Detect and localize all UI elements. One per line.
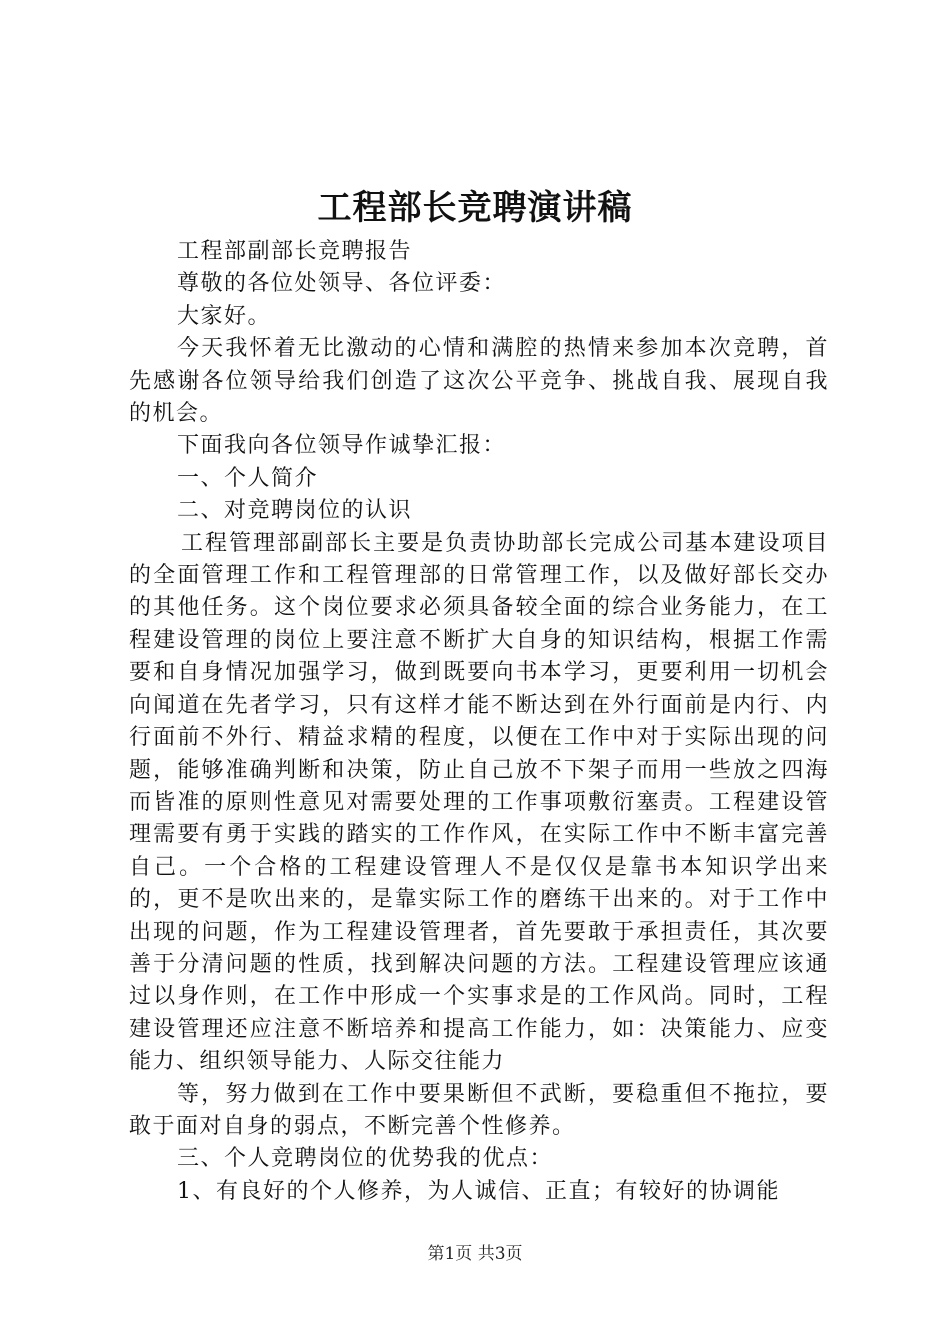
document-body (129, 236, 829, 1208)
paragraph-salutation: 尊敬的各位处领导、各位评委： (177, 271, 507, 297)
paragraph-report-intro: 下面我向各位领导作诚挚汇报： (177, 433, 507, 459)
paragraph-greeting: 大家好。 (177, 303, 272, 329)
paragraph-advantage-1: 1、有良好的个人修养，为人诚信、正直；有较好的协调能 (177, 1178, 780, 1204)
paragraph-position-description: 工程管理部副部长主要是负责协助部长完成公司基本建设项目的全面管理工作和工程管理部的日常管理工作，以及做好部长交办的其他任务。这个岗位要求必须具备较全面的综合业务能力，在工程建设管理的岗位上要注意不断扩大自身的知识结构，根据工作需要和自身情况加强学习，做到既要向书本学习，更要利用一切机会向闻道在先者学习，只有这样才能不断达到在外行面前是内行、内行面前不外行、精益求精的程度，以便在工作中对于实际出现的问题，能够准确判断和决策，防止自己放不下架子而用一些放之四海而皆准的原则性意见对需要处理的工作事项敷衍塞责。工程建设管理需要有勇于实践的踏实的工作作风，在实际工作中不断丰富完善自己。一个合格的工程建设管理人不是仅仅是靠书本知识学出来的，更不是吹出来的，是靠实际工作的磨练干出来的。对于工作中出现的问题，作为工程建设管理者，首先要敢于承担责任，其次要善于分清问题的性质，找到解决问题的方法。工程建设管理应该通过以身作则，在工作中形成一个实事求是的工作风尚。同时，工程建设管理还应注意不断培养和提高工作能力，如：决策能力、应变能力、组织领导能力、人际交往能力 (129, 530, 829, 1075)
section-heading-personal-intro: 一、个人简介 (177, 465, 319, 491)
paragraph-report-heading: 工程部副部长竞聘报告 (177, 239, 413, 264)
document-title: 工程部长竞聘演讲稿 (317, 188, 633, 228)
paragraph-position-continuation: 等，努力做到在工作中要果断但不武断，要稳重但不拖拉，要敢于面对自身的弱点，不断完善个性修养。 (129, 1081, 829, 1139)
page-footer: 第1页 共3页 (427, 1244, 523, 1264)
section-heading-advantages: 三、个人竞聘岗位的优势我的优点： (177, 1146, 554, 1172)
section-heading-position-understanding: 二、对竞聘岗位的认识 (177, 498, 413, 524)
paragraph-opening: 今天我怀着无比激动的心情和满腔的热情来参加本次竞聘，首先感谢各位领导给我们创造了这次公平竞争、挑战自我、展现自我的机会。 (129, 336, 829, 427)
